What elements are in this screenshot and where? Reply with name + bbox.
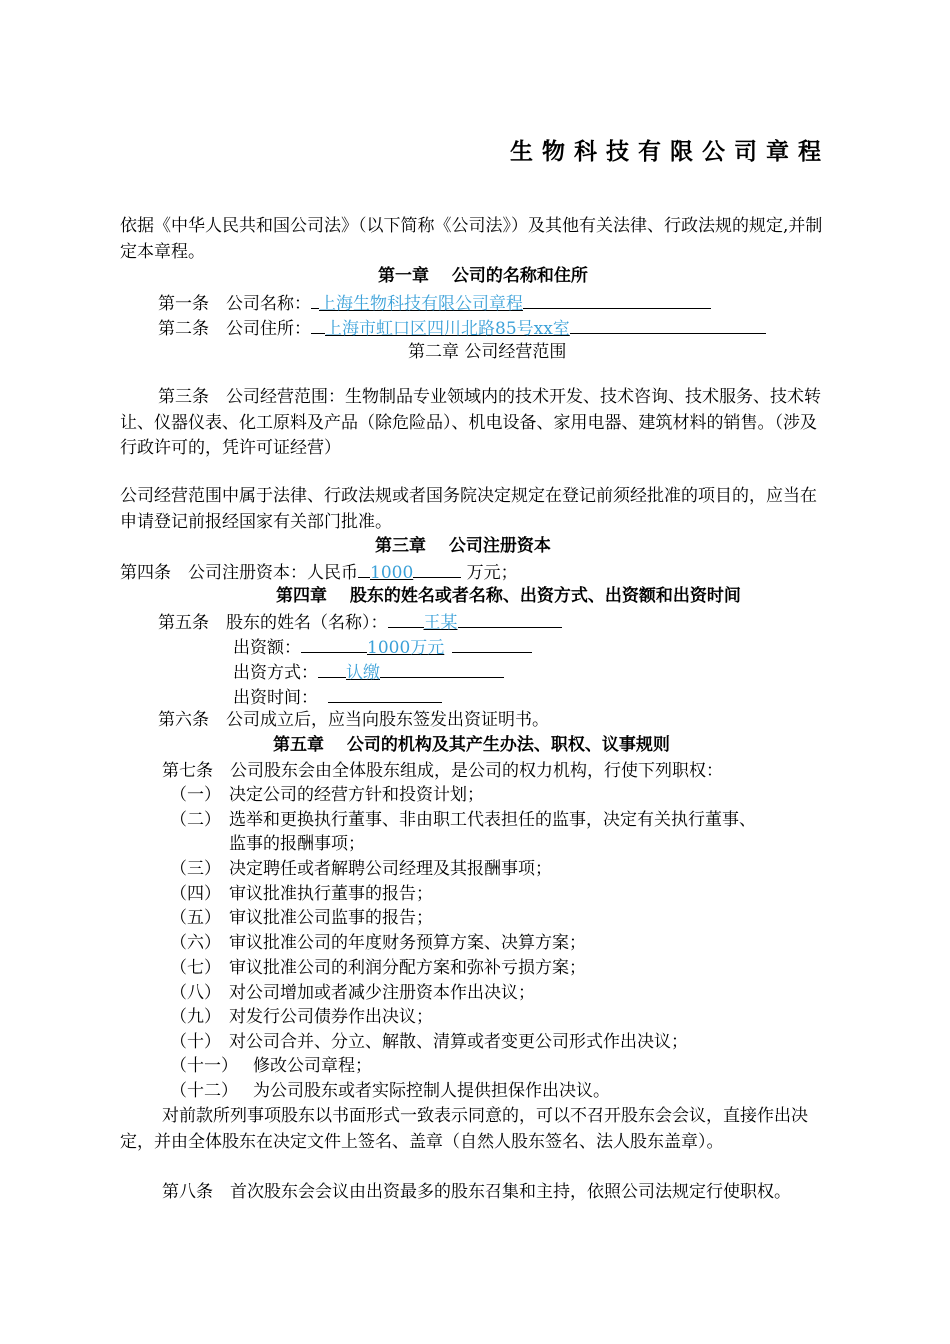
article-4 (120, 559, 518, 586)
list-item (170, 857, 221, 882)
list-item (170, 1054, 238, 1079)
chapter-2-heading: 第二章 公司经营范围 (408, 342, 567, 362)
registered-capital-field: 1000 (370, 563, 414, 583)
contribution-method-row (233, 659, 504, 686)
list-item-text: 为公司股东或者实际控制人提供担保作出决议。 (253, 1081, 610, 1101)
article-4-label: 第四条 公司注册资本：人民币 (120, 563, 358, 583)
list-item-text: 审议批准公司监事的报告； (229, 908, 433, 928)
list-item-number: （九） (170, 1007, 221, 1027)
article-2-label: 第二条 公司住所： (158, 319, 311, 339)
article-2 (158, 315, 766, 342)
list-item-number: （十一） (170, 1056, 238, 1076)
chapter-3-heading: 第三章 公司注册资本 (375, 536, 551, 556)
list-item-number: （三） (170, 859, 221, 879)
list-item-text: 修改公司章程； (253, 1056, 372, 1076)
list-item-text: 审议批准公司的年度财务预算方案、决算方案； (229, 933, 586, 953)
list-item-number: （十二） (170, 1081, 238, 1101)
article-8: 第八条 首次股东会会议由出资最多的股东召集和主持，依照公司法规定行使职权。 (162, 1182, 791, 1202)
list-item (170, 882, 221, 907)
intro-paragraph: 依据《中华人民共和国公司法》（以下简称《公司法》）及其他有关法律、行政法规的规定,并制定本章程。 (120, 216, 823, 262)
list-item-text: 对公司增加或者减少注册资本作出决议； (229, 983, 535, 1003)
list-item-text: 对公司合并、分立、解散、清算或者变更公司形式作出决议； (229, 1032, 688, 1052)
contribution-method-field: 认缴 (346, 663, 380, 683)
list-item (170, 1030, 221, 1055)
article-3: 第三条 公司经营范围：生物制品专业领域内的技术开发、技术咨询、技术服务、技术转让、仪器仪表、化工原料及产品（除危险品）、机电设备、家用电器、建筑材料的销售。（涉及行政许可的，凭许可证经营） (120, 387, 821, 458)
list-item-number: （一） (170, 785, 221, 805)
scope-approval-paragraph: 公司经营范围中属于法律、行政法规或者国务院决定规定在登记前须经批准的项目的，应当在申请登记前报经国家有关部门批准。 (120, 486, 817, 532)
list-item (170, 1005, 221, 1030)
contribution-amount-label: 出资额： (233, 638, 301, 658)
contribution-time-label: 出资时间： (233, 688, 318, 708)
list-item (170, 956, 221, 981)
article-6: 第六条 公司成立后，应当向股东签发出资证明书。 (158, 710, 549, 730)
company-name-field: 上海生物科技有限公司章程 (319, 294, 523, 314)
company-address-field: 上海市虹口区四川北路85号xx室 (325, 319, 570, 339)
contribution-time-row (233, 684, 442, 711)
shareholder-name-field: 王某 (423, 613, 458, 633)
chapter-4-heading: 第四章 股东的姓名或者名称、出资方式、出资额和出资时间 (276, 586, 741, 606)
article-7: 第七条 公司股东会由全体股东组成，是公司的权力机构，行使下列职权： (162, 761, 723, 781)
list-item-text-continued: 监事的报酬事项； (229, 834, 365, 854)
list-item-number: （四） (170, 884, 221, 904)
list-item-text: 选举和更换执行董事、非由职工代表担任的监事，决定有关执行董事、 (229, 810, 756, 830)
list-item (170, 783, 221, 808)
contribution-amount-field: 1000万元 (367, 638, 445, 658)
list-item (170, 1079, 238, 1104)
list-item-text: 决定聘任或者解聘公司经理及其报酬事项； (229, 859, 552, 879)
article-5 (158, 609, 562, 636)
list-item-number: （六） (170, 933, 221, 953)
list-item-number: （八） (170, 983, 221, 1003)
contribution-method-label: 出资方式： (233, 663, 318, 683)
list-item-text: 决定公司的经营方针和投资计划； (229, 785, 484, 805)
list-item (170, 981, 221, 1006)
contribution-amount-row (233, 634, 532, 661)
list-item-number: （七） (170, 958, 221, 978)
list-item-number: （十） (170, 1032, 221, 1052)
list-item-text: 审议批准执行董事的报告； (229, 884, 433, 904)
list-item (170, 906, 221, 931)
consent-paragraph: 对前款所列事项股东以书面形式一致表示同意的，可以不召开股东会会议，直接作出决定，并由全体股东在决定文件上签名、盖章（自然人股东签名、法人股东盖章）。 (120, 1106, 808, 1152)
chapter-1-heading: 第一章 公司的名称和住所 (378, 266, 588, 286)
article-5-label: 第五条 股东的姓名（名称）： (158, 613, 388, 633)
capital-unit: 万元； (466, 563, 518, 583)
list-item (170, 931, 221, 956)
list-item-number: （五） (170, 908, 221, 928)
list-item-number: （二） (170, 810, 221, 830)
document-title: 生物科技有限公司章程 (510, 138, 830, 165)
list-item-text: 对发行公司债券作出决议； (229, 1007, 433, 1027)
list-item-text: 审议批准公司的利润分配方案和弥补亏损方案； (229, 958, 586, 978)
article-1-label: 第一条 公司名称： (158, 294, 311, 314)
list-item (170, 808, 221, 833)
article-1 (158, 290, 711, 317)
chapter-5-heading: 第五章 公司的机构及其产生办法、职权、议事规则 (273, 735, 670, 755)
